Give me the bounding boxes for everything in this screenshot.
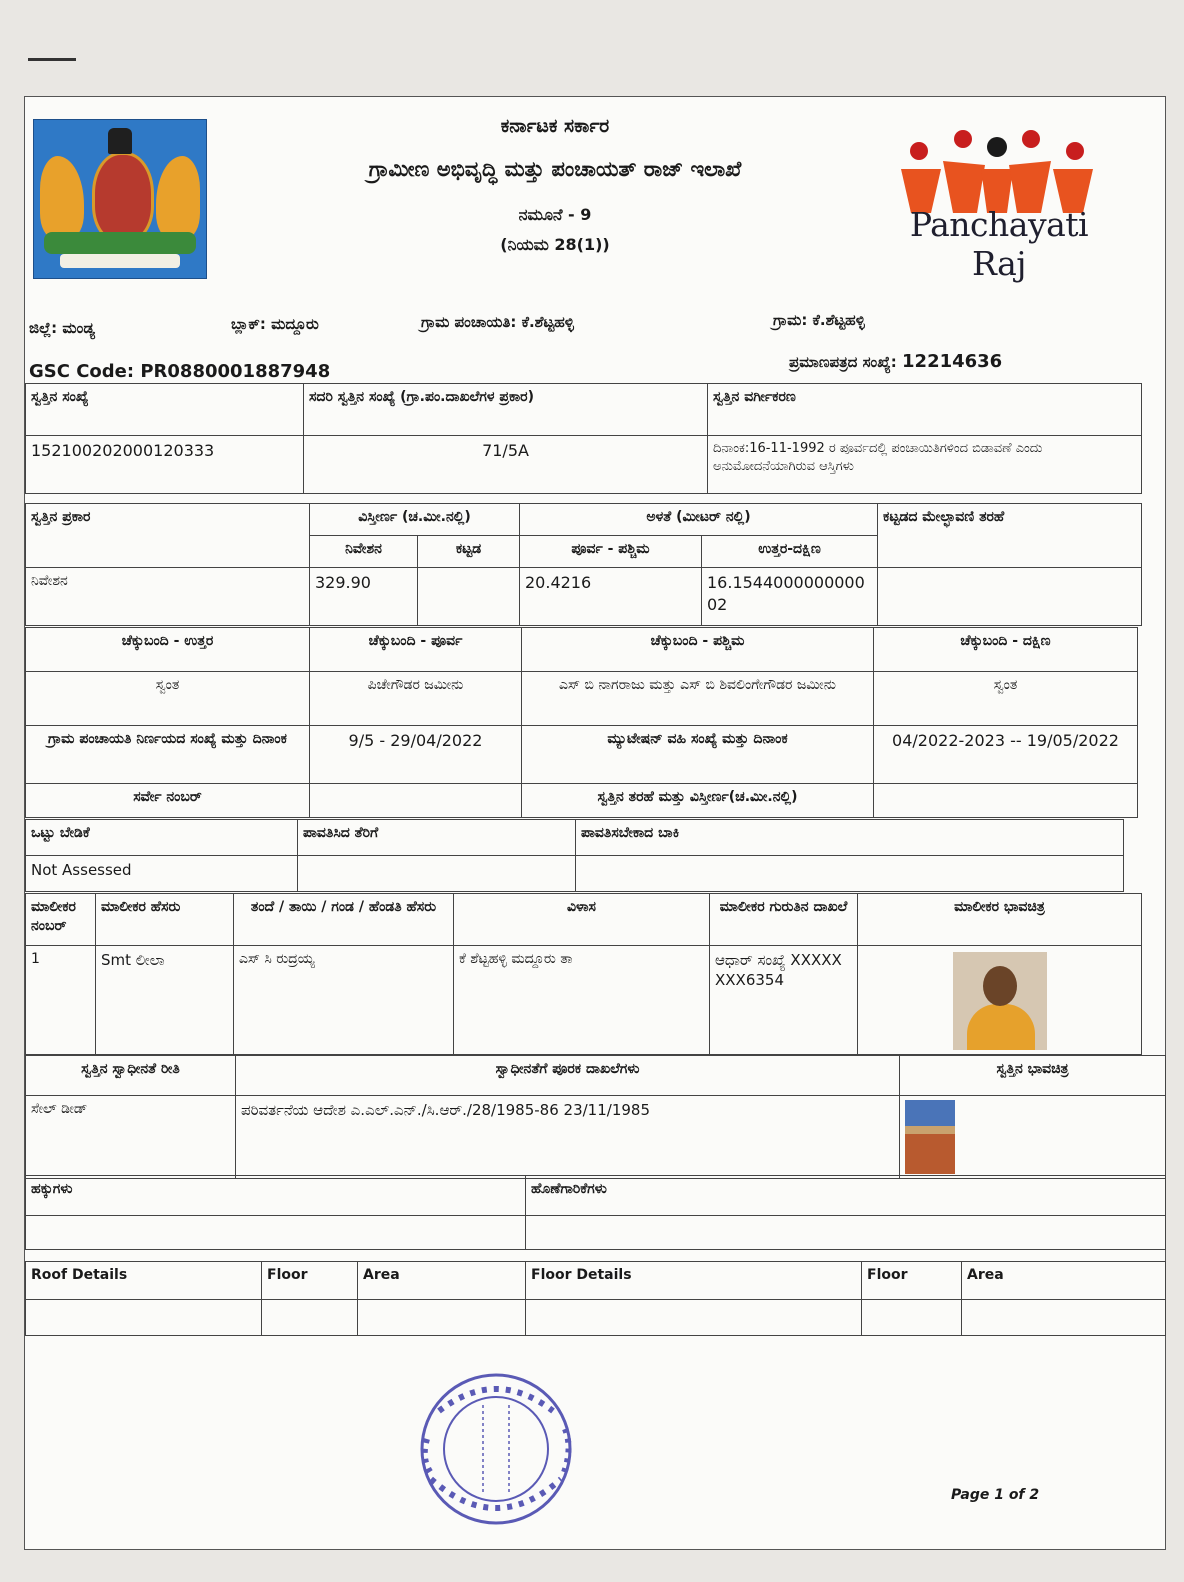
property-id-value: 152100202000120333 — [26, 436, 304, 494]
roof-floor-table — [25, 1261, 1166, 1336]
floor-details-label: Floor Details — [526, 1262, 862, 1300]
roof-area-value — [358, 1300, 526, 1336]
gsc-code: GSC Code: PR0880001887948 — [29, 361, 331, 382]
roof-floor-label: Floor — [262, 1262, 358, 1300]
owner-number-label: ಮಾಲೀಕರ ನಂಬರ್ — [26, 894, 96, 946]
rights-value — [26, 1216, 526, 1250]
floor-floor-label: Floor — [862, 1262, 962, 1300]
government-title: ಕರ್ನಾಟಕ ಸರ್ಕಾರ — [500, 115, 610, 137]
property-nature-label: ಸ್ವತ್ತಿನ ತರಹೆ ಮತ್ತು ವಿಸ್ತೀರ್ಣ(ಚ.ಮೀ.ನಲ್ಲಿ) — [522, 784, 874, 818]
department-title: ಗ್ರಾಮೀಣ ಅಭಿವೃದ್ಧಿ ಮತ್ತು ಪಂಚಾಯತ್ ರಾಜ್ ಇಲಾಖೆ — [368, 157, 742, 181]
roof-details-value — [26, 1300, 262, 1336]
owner-photo — [953, 952, 1047, 1050]
boundary-north-label: ಚೆಕ್ಕುಬಂದಿ - ಉತ್ತರ — [26, 628, 310, 672]
liabilities-label: ಹೊಣೆಗಾರಿಕೆಗಳು — [526, 1176, 1166, 1216]
rule-reference: (ನಿಯಮ 28(1)) — [500, 235, 610, 254]
gp-resolution-label: ಗ್ರಾಮ ಪಂಚಾಯತಿ ನಿರ್ಣಯದ ಸಂಖ್ಯೆ ಮತ್ತು ದಿನಾಂಕ — [26, 726, 310, 784]
tax-paid-value — [298, 856, 576, 892]
boundaries-table — [25, 627, 1138, 818]
mutation-value: 04/2022-2023 -- 19/05/2022 — [874, 726, 1138, 784]
address-value: ಕೆ ಶೆಟ್ಟಹಳ್ಳಿ ಮದ್ದೂರು ತಾ — [454, 946, 710, 1055]
property-photo-label: ಸ್ವತ್ತಿನ ಭಾವಚಿತ್ರ — [900, 1056, 1166, 1096]
owner-number-value: 1 — [26, 946, 96, 1055]
gp-resolution-value: 9/5 - 29/04/2022 — [310, 726, 522, 784]
site-area-value: 329.90 — [310, 568, 418, 626]
construction-label: ಕಟ್ಟಡದ ಮೇಲ್ಛಾವಣಿ ತರಹೆ — [878, 504, 1142, 568]
floor-area-value — [962, 1300, 1166, 1336]
relation-name-label: ತಂದೆ / ತಾಯಿ / ಗಂಡ / ಹೆಂಡತಿ ಹೆಸರು — [234, 894, 454, 946]
floor-details-value — [526, 1300, 862, 1336]
gram-panchayat: ಗ್ರಾಮ ಪಂಚಾಯತಿ: ಕೆ.ಶೆಟ್ಟಹಳ್ಳಿ — [421, 313, 574, 331]
block: ಬ್ಲಾಕ್: ಮದ್ದೂರು — [231, 315, 319, 333]
site-label: ನಿವೇಶನ — [310, 536, 418, 568]
floor-floor-value — [862, 1300, 962, 1336]
dimensions-table — [25, 503, 1142, 626]
relation-name-value: ಎಸ್ ಸಿ ರುದ್ರಯ್ಯ — [234, 946, 454, 1055]
owner-table — [25, 893, 1142, 1055]
property-type-value: ನಿವೇಶನ — [26, 568, 310, 626]
owner-id-value: ಆಧಾರ್ ಸಂಖ್ಯೆ XXXXXXXX6354 — [710, 946, 858, 1055]
certificate-number — [789, 351, 1002, 372]
building-label: ಕಟ್ಟಡ — [418, 536, 520, 568]
tax-paid-label: ಪಾವತಿಸಿದ ತೆರಿಗೆ — [298, 820, 576, 856]
size-label: ಅಳತೆ (ಮೀಟರ್ ನಲ್ಲಿ) — [520, 504, 878, 536]
acquisition-method-value: ಸೇಲ್ ಡೀಡ್ — [26, 1096, 236, 1179]
area-label: ವಿಸ್ತೀರ್ಣ (ಚ.ಮೀ.ನಲ್ಲಿ) — [310, 504, 520, 536]
supporting-docs-value: ಪರಿವರ್ತನೆಯ ಆದೇಶ ಎ.ಎಲ್.ಎನ್./ಸಿ.ಆರ್./28/1985-86 23/11/1985 — [236, 1096, 900, 1179]
boundary-east-label: ಚೆಕ್ಕುಬಂದಿ - ಪೂರ್ವ — [310, 628, 522, 672]
property-id-label: ಸ್ವತ್ತಿನ ಸಂಖ್ಯೆ — [26, 384, 304, 436]
rights-label: ಹಕ್ಕುಗಳು — [26, 1176, 526, 1216]
property-nature-value — [874, 784, 1138, 818]
supporting-docs-label: ಸ್ವಾಧೀನತೆಗೆ ಪೂರಕ ದಾಖಲೆಗಳು — [236, 1056, 900, 1096]
north-south-value: 16.154400000000002 — [702, 568, 878, 626]
total-demand-value: Not Assessed — [26, 856, 298, 892]
boundary-south-value: ಸ್ವಂತ — [874, 672, 1138, 726]
acquisition-method-label: ಸ್ವತ್ತಿನ ಸ್ವಾಧೀನತೆ ರೀತಿ — [26, 1056, 236, 1096]
boundary-east-value: ಪಿಚೇಗೌಡರ ಜಮೀನು — [310, 672, 522, 726]
property-certificate — [24, 96, 1166, 1550]
roof-area-label: Area — [358, 1262, 526, 1300]
property-type-label: ಸ್ವತ್ತಿನ ಪ್ರಕಾರ — [26, 504, 310, 568]
owner-name-value: Smt ಲೀಲಾ — [96, 946, 234, 1055]
roof-details-label: Roof Details — [26, 1262, 262, 1300]
panchayati-raj-text: Panchayati Raj — [909, 205, 1089, 283]
classification-value: ದಿನಾಂಕ:16-11-1992 ರ ಪೂರ್ವದಲ್ಲಿ ಪಂಚಾಯಿತಿಗಳಿಂದ ಬಿಡಾವಣೆ ಎಂದು ಅನುಮೋದನೆಯಾಗಿರುವ ಆಸ್ತಿಗಳು — [708, 436, 1142, 494]
property-photo-cell — [900, 1096, 1166, 1179]
construction-value — [878, 568, 1142, 626]
property-photo — [905, 1100, 955, 1174]
rights-table — [25, 1175, 1166, 1250]
property-id-table — [25, 383, 1142, 494]
said-number-label: ಸದರಿ ಸ್ವತ್ತಿನ ಸಂಖ್ಯೆ (ಗ್ರಾ.ಪಂ.ದಾಖಲೆಗಳ ಪ್ರಕಾರ) — [304, 384, 708, 436]
panchayat-seal-stamp — [391, 1369, 601, 1529]
certificate-value: 12214636 — [902, 351, 1003, 372]
east-west-value: 20.4216 — [520, 568, 702, 626]
district: ಜಿಲ್ಲೆ: ಮಂಡ್ಯ — [29, 319, 95, 337]
address-label: ವಿಳಾಸ — [454, 894, 710, 946]
said-number-value: 71/5A — [304, 436, 708, 494]
certificate-label: ಪ್ರಮಾಣಪತ್ರದ ಸಂಖ್ಯೆ: — [789, 353, 897, 371]
page-number: Page 1 of 2 — [951, 1487, 1040, 1503]
document-header — [25, 97, 1165, 382]
owner-photo-label: ಮಾಲೀಕರ ಭಾವಚಿತ್ರ — [858, 894, 1142, 946]
mutation-label: ಮ್ಯುಟೇಷನ್ ವಹಿ ಸಂಖ್ಯೆ ಮತ್ತು ದಿನಾಂಕ — [522, 726, 874, 784]
balance-due-value — [576, 856, 1124, 892]
survey-number-label: ಸರ್ವೇ ನಂಬರ್ — [26, 784, 310, 818]
karnataka-emblem-icon — [33, 119, 207, 279]
balance-due-label: ಪಾವತಿಸಬೇಕಾದ ಬಾಕಿ — [576, 820, 1124, 856]
building-area-value — [418, 568, 520, 626]
owner-name-label: ಮಾಲೀಕರ ಹೆಸರು — [96, 894, 234, 946]
total-demand-label: ಒಟ್ಟು ಬೇಡಿಕೆ — [26, 820, 298, 856]
boundary-north-value: ಸ್ವಂತ — [26, 672, 310, 726]
boundary-west-value: ಎಸ್ ಬಿ ನಾಗರಾಜು ಮತ್ತು ಎಸ್ ಬಿ ಶಿವಲಿಂಗೇಗೌಡರ ಜಮೀನು — [522, 672, 874, 726]
owner-id-label: ಮಾಲೀಕರ ಗುರುತಿನ ದಾಖಲೆ — [710, 894, 858, 946]
boundary-south-label: ಚೆಕ್ಕುಬಂದಿ - ದಕ್ಷಿಣ — [874, 628, 1138, 672]
classification-label: ಸ್ವತ್ತಿನ ವರ್ಗೀಕರಣ — [708, 384, 1142, 436]
east-west-label: ಪೂರ್ವ - ಪಶ್ಚಿಮ — [520, 536, 702, 568]
survey-number-value — [310, 784, 522, 818]
liabilities-value — [526, 1216, 1166, 1250]
margin-mark — [28, 58, 76, 61]
boundary-west-label: ಚೆಕ್ಕುಬಂದಿ - ಪಶ್ಚಿಮ — [522, 628, 874, 672]
owner-photo-cell — [858, 946, 1142, 1055]
village: ಗ್ರಾಮ: ಕೆ.ಶೆಟ್ಟಹಳ್ಳಿ — [773, 311, 865, 329]
panchayati-raj-logo — [885, 111, 1115, 283]
floor-area-label: Area — [962, 1262, 1166, 1300]
north-south-label: ಉತ್ತರ-ದಕ್ಷಿಣ — [702, 536, 878, 568]
tax-table — [25, 819, 1124, 892]
acquisition-table — [25, 1055, 1166, 1179]
form-number: ನಮೂನೆ - 9 — [518, 205, 592, 224]
roof-floor-value — [262, 1300, 358, 1336]
